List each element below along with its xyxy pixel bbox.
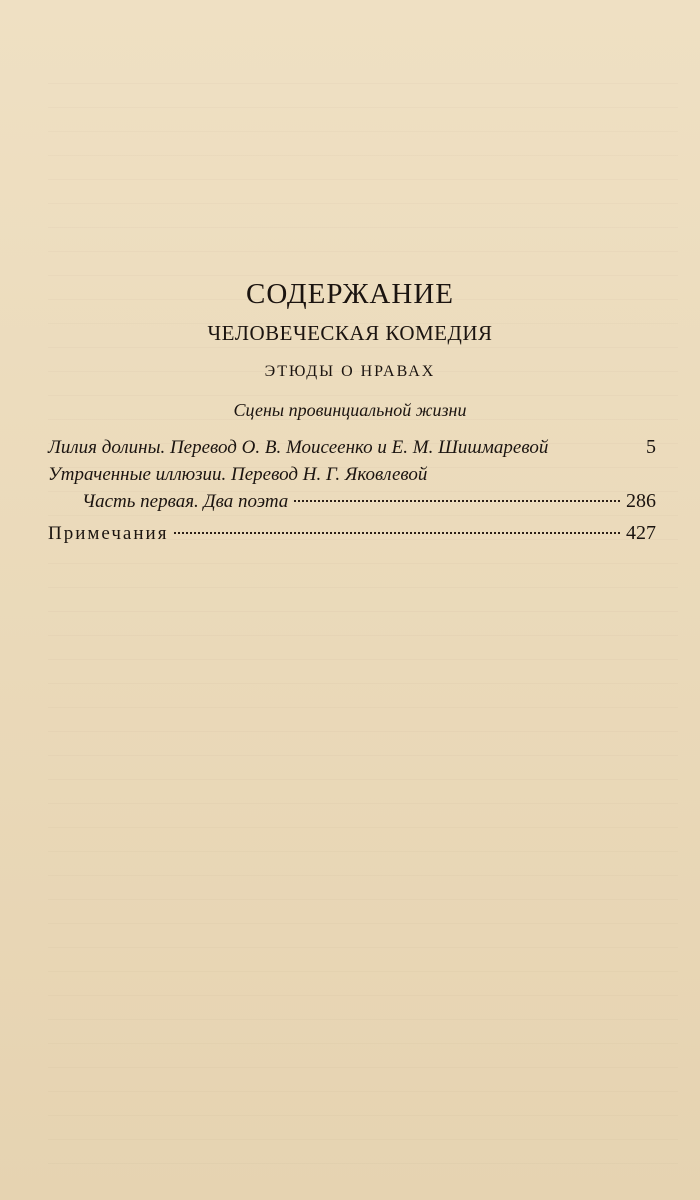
toc-entry-text: Лилия долины. Перевод О. В. Моисеенко и Е. М. Шишмаревой <box>48 437 549 458</box>
subsection-heading: Сцены провинциальной жизни <box>233 400 467 420</box>
toc-entry-text: Часть первая. Два поэта <box>82 491 289 512</box>
show-through-text-background <box>48 60 678 1160</box>
toc-entry-text: Утраченные иллюзии. Перевод Н. Г. Яковлевой <box>48 464 428 485</box>
toc-entry-page: 427 <box>626 522 656 544</box>
toc-entry-page: 5 <box>646 436 656 458</box>
leader-dots <box>174 532 620 534</box>
toc-entry <box>48 464 656 486</box>
toc-entry <box>82 490 656 513</box>
toc-entry-page: 286 <box>626 490 656 512</box>
leader-dots <box>294 500 620 502</box>
page-title: СОДЕРЖАНИЕ <box>246 278 454 310</box>
toc-entry-text: Примечания <box>48 523 169 544</box>
toc-entry <box>48 436 656 459</box>
toc-entry <box>48 522 656 545</box>
work-title: ЧЕЛОВЕЧЕСКАЯ КОМЕДИЯ <box>207 321 493 345</box>
section-heading: ЭТЮДЫ О НРАВАХ <box>264 363 436 380</box>
